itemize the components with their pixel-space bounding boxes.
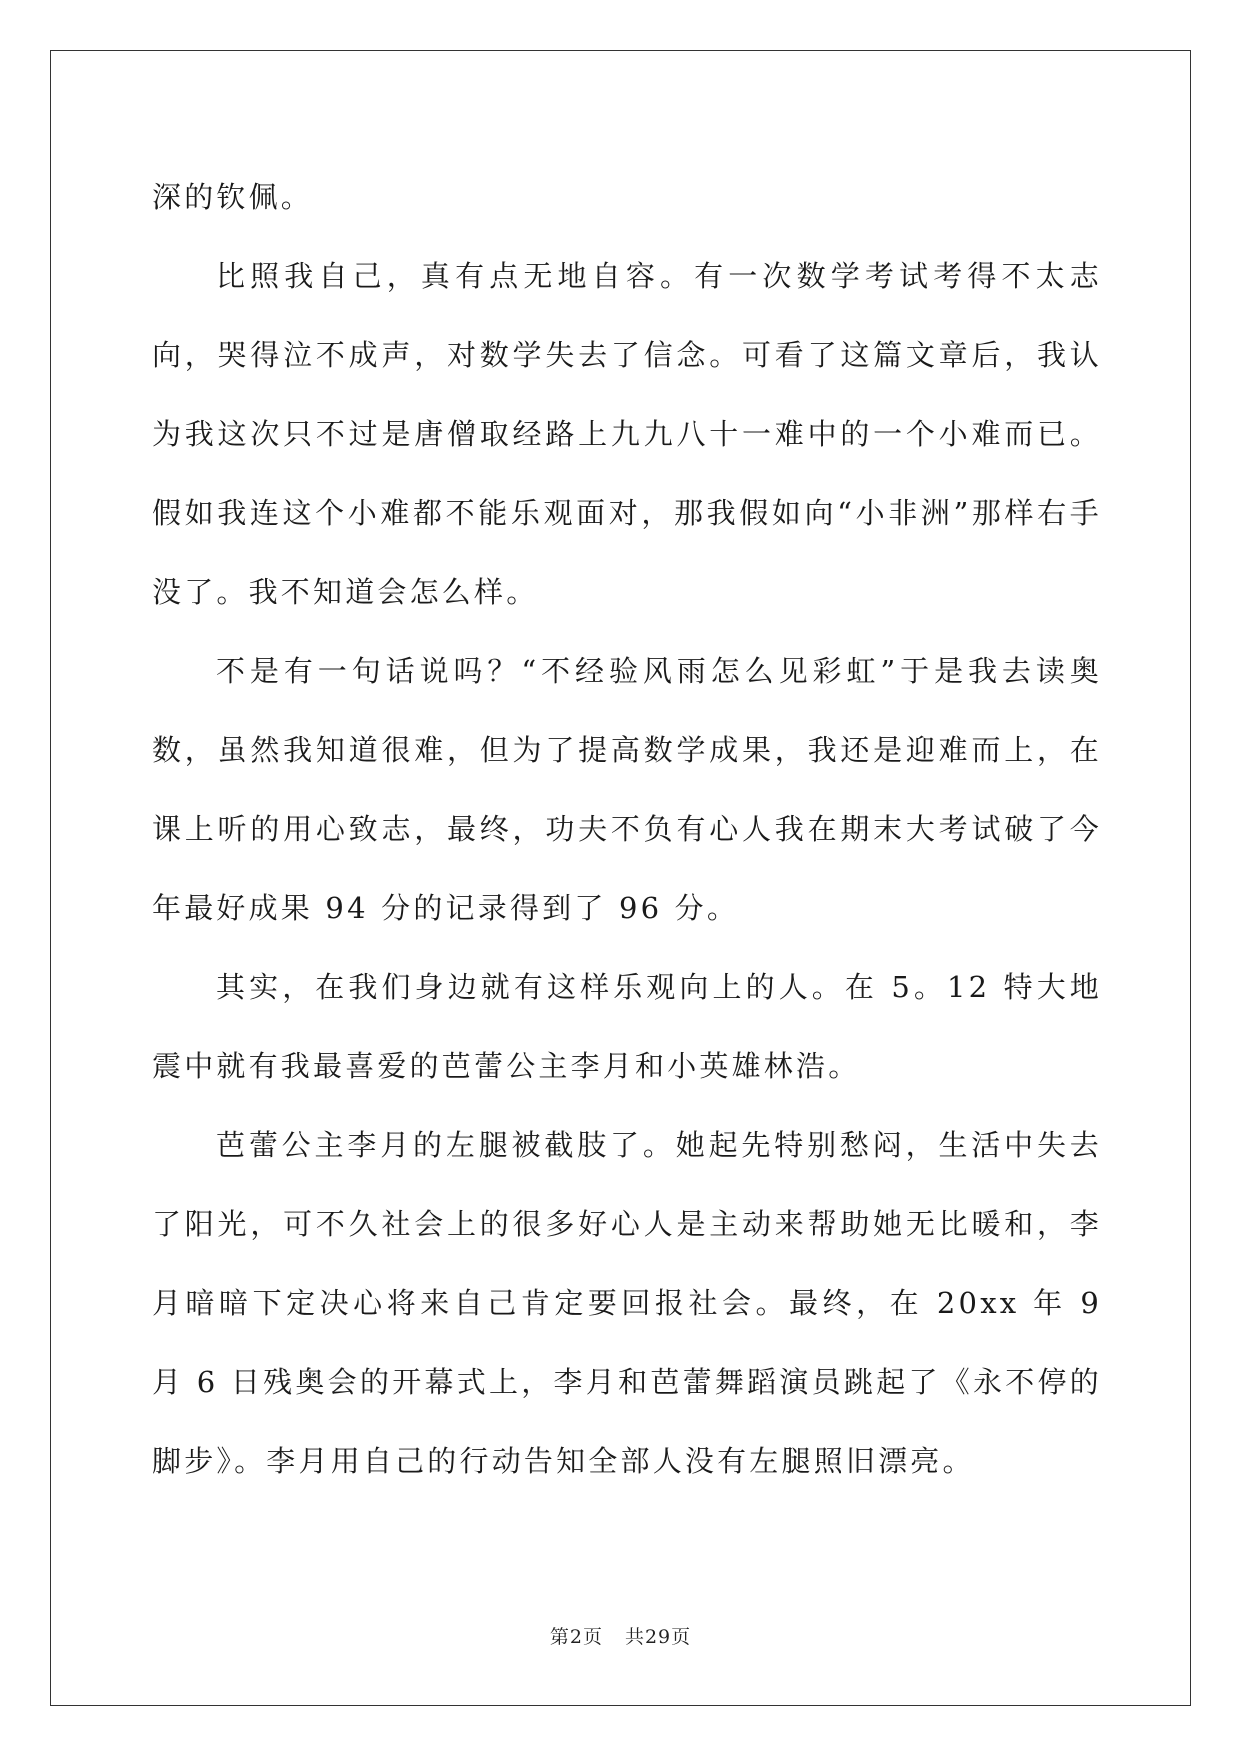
document-body [152, 158, 1102, 1501]
page-footer [0, 1622, 1241, 1649]
paragraph: 不是有一句话说吗？“不经验风雨怎么见彩虹”于是我去读奥数，虽然我知道很难，但为了提高数学成果，我还是迎难而上，在课上听的用心致志，最终，功夫不负有心人我在期末大考试破了今年最好成果 94 分的记录得到了 96 分。 [152, 654, 1102, 925]
current-page-number: 第2页 [549, 1626, 603, 1648]
total-page-count: 共29页 [624, 1626, 692, 1648]
paragraph: 芭蕾公主李月的左腿被截肢了。她起先特别愁闷，生活中失去了阳光，可不久社会上的很多好心人是主动来帮助她无比暖和，李月暗暗下定决心将来自己肯定要回报社会。最终，在 20xx 年 9 月 6 日残奥会的开幕式上，李月和芭蕾舞蹈演员跳起了《永不停的脚步》。李月用自己的行动告知全部人没有左腿照旧漂亮。 [152, 1128, 1102, 1478]
paragraph-continuation: 深的钦佩。 [152, 180, 314, 214]
paragraph: 其实，在我们身边就有这样乐观向上的人。在 5。12 特大地震中就有我最喜爱的芭蕾公主李月和小英雄林浩。 [152, 970, 1102, 1083]
paragraph: 比照我自己，真有点无地自容。有一次数学考试考得不太志向，哭得泣不成声，对数学失去了信念。可看了这篇文章后，我认为我这次只不过是唐僧取经路上九九八十一难中的一个小难而已。假如我连这个小难都不能乐观面对，那我假如向“小非洲”那样右手没了。我不知道会怎么样。 [152, 259, 1102, 609]
